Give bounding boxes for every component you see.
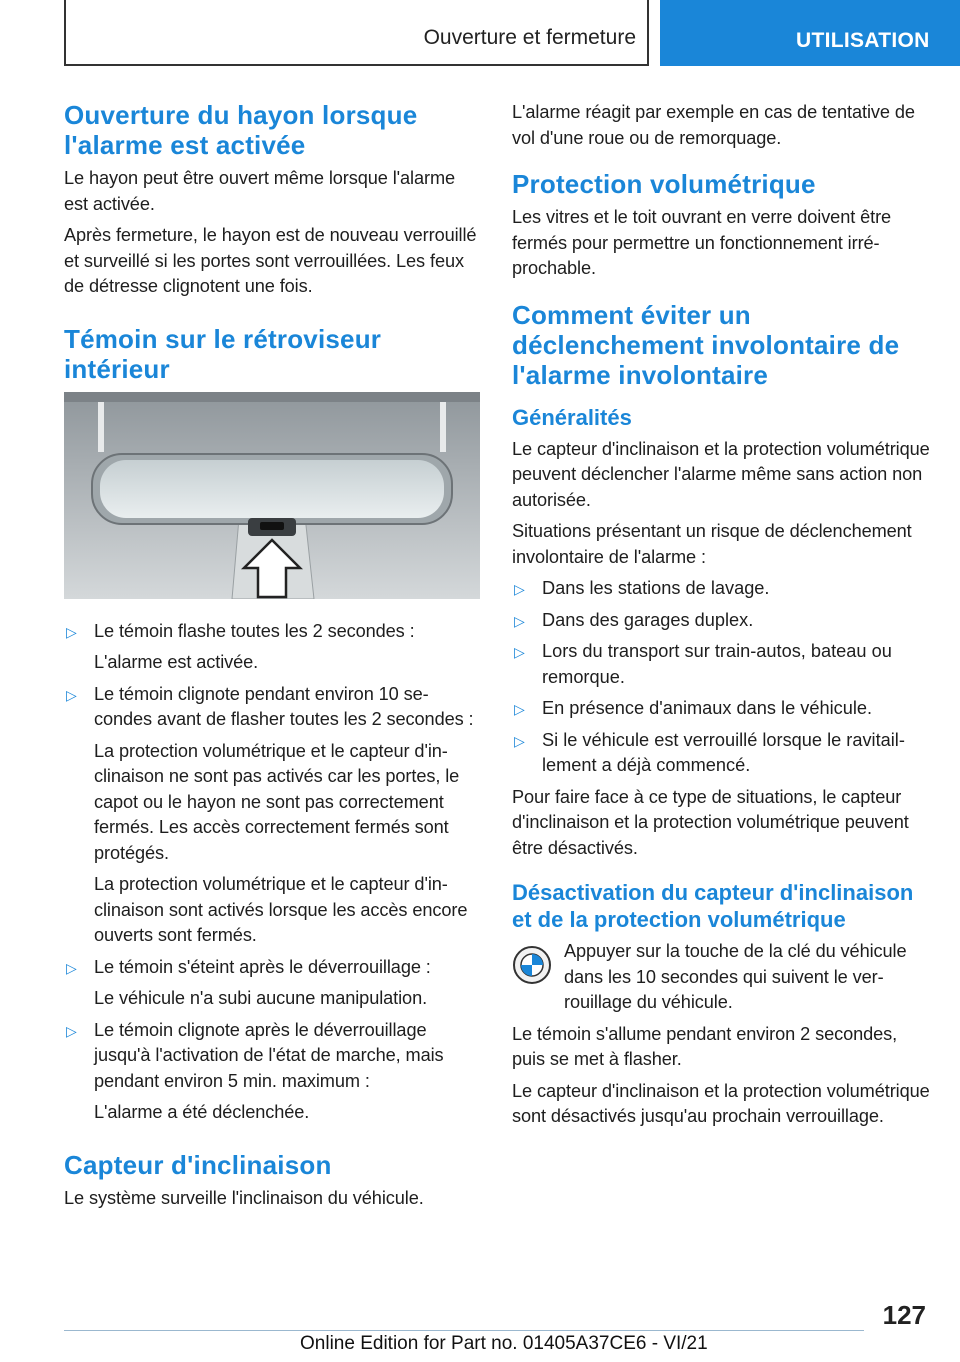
- list-item: ▷ Le témoin clignote après le déverrouillage jusqu'à l'activation de l'état de marche, mais pendant environ 5 min. maximum : L'alarme a été déclenchée.: [66, 1019, 444, 1122]
- list-item: ▷ Si le véhicule est verrouillé lorsque le ravitaillement a déjà commencé.: [514, 729, 905, 775]
- list-item: ▷ En présence d'animaux dans le véhicule.: [512, 696, 930, 722]
- situations-list: [512, 576, 930, 779]
- heading-avoid-false-alarm: Comment éviter un déclenchement involontaire de l'alarme involontaire: [512, 299, 900, 390]
- heading-tailgate-alarm: Ouverture du hayon lorsque l'alarme est activée: [64, 100, 418, 160]
- heading-mirror-indicator: Témoin sur le rétroviseur intérieur: [64, 323, 382, 384]
- page-number: 127: [882, 1300, 926, 1330]
- right-column: [512, 100, 930, 1136]
- header-bottom-rule: [64, 64, 649, 66]
- bullet-triangle-icon: ▷: [66, 686, 77, 703]
- list-item: ▷ Dans les stations de lavage.: [512, 576, 930, 602]
- bullet-triangle-icon: ▷: [514, 701, 525, 717]
- paragraph: Après fermeture, le hayon est de nouveau verrouillé et surveillé si les portes sont verrouillées. Les feux de détresse clignotent une fois.: [64, 225, 477, 296]
- paragraph: Les vitres et le toit ouvrant en verre doivent être fermés pour permettre un fonctionnement irréprochable.: [512, 207, 892, 278]
- paragraph: Situations présentant un risque de déclenchement involontaire de l'alarme :: [512, 521, 912, 567]
- heading-volumetric-protection: Protection volumétrique: [512, 169, 816, 199]
- bullet-triangle-icon: ▷: [514, 612, 525, 629]
- paragraph: Le capteur d'inclinaison et la protection volumétrique peuvent déclencher l'alarme même sans action non autorisée.: [512, 438, 930, 510]
- list-item: ▷ Dans des garages duplex.: [512, 608, 930, 634]
- header-section-title: Ouverture et fermeture: [423, 26, 636, 49]
- list-item: ▷ Lors du transport sur train-autos, bateau ou remorque.: [514, 641, 892, 687]
- list-item: ▷ Le témoin clignote pendant environ 10 secondes avant de flasher toutes les 2 secondes : La protection volumétrique et le capteur d'inclinaison ne sont pas activés car les portes, le capot ou le hayon ne sont pas correctement fermés. Les accès correctement fermés sont protégés. La protection volumétrique et le capteur d'inclinaison sont activés lorsque les accès encore ouverts sont fermés.: [66, 683, 474, 945]
- footer-rule: [64, 1330, 864, 1331]
- paragraph: Le hayon peut être ouvert même lorsque l'alarme est activée.: [64, 168, 456, 214]
- paragraph: Le système surveille l'inclinaison du véhicule.: [64, 1187, 424, 1208]
- bmw-key-icon: [512, 945, 552, 985]
- indicator-list: [64, 619, 480, 1126]
- heading-general: Généralités: [512, 404, 632, 430]
- bullet-triangle-icon: ▷: [514, 581, 525, 597]
- bullet-triangle-icon: ▷: [66, 1022, 77, 1039]
- rear-view-mirror-image: [64, 392, 480, 599]
- paragraph: Appuyer sur la touche de la clé du véhicule dans les 10 secondes qui suivent le verrouillage du véhicule.: [564, 941, 907, 1012]
- footer-edition: Online Edition for Part no. 01405A37CE6 - VI/21: [300, 1333, 708, 1354]
- key-instruction: [512, 939, 930, 1016]
- bullet-triangle-icon: ▷: [66, 959, 77, 976]
- header-chapter-tab[interactable]: UTILISATION: [660, 0, 960, 66]
- paragraph: L'alarme réagit par exemple en cas de tentative de vol d'une roue ou de remorquage.: [512, 102, 915, 148]
- heading-tilt-sensor: Capteur d'inclinaison: [64, 1149, 332, 1180]
- list-item: ▷ Le témoin flashe toutes les 2 secondes : L'alarme est activée.: [66, 620, 415, 672]
- list-item: ▷ Le témoin s'éteint après le déverrouillage : Le véhicule n'a subi aucune manipulation.: [66, 956, 431, 1008]
- left-column: [64, 100, 480, 1217]
- bullet-triangle-icon: ▷: [66, 623, 77, 640]
- bullet-triangle-icon: ▷: [514, 732, 525, 749]
- paragraph: Le capteur d'inclinaison et la protection volumétrique sont désactivés jusqu'au prochain verrouillage.: [512, 1080, 930, 1126]
- header-right-rule: [647, 0, 649, 66]
- bullet-triangle-icon: ▷: [514, 644, 525, 660]
- heading-deactivation: Désactivation du capteur d'inclinaison et de la protection volumétrique: [512, 880, 914, 932]
- paragraph: Pour faire face à ce type de situations, le capteur d'inclinaison et la protection volumétrique peuvent être désactivés.: [512, 786, 909, 858]
- paragraph: Le témoin s'allume pendant environ 2 secondes, puis se met à flasher.: [512, 1023, 898, 1069]
